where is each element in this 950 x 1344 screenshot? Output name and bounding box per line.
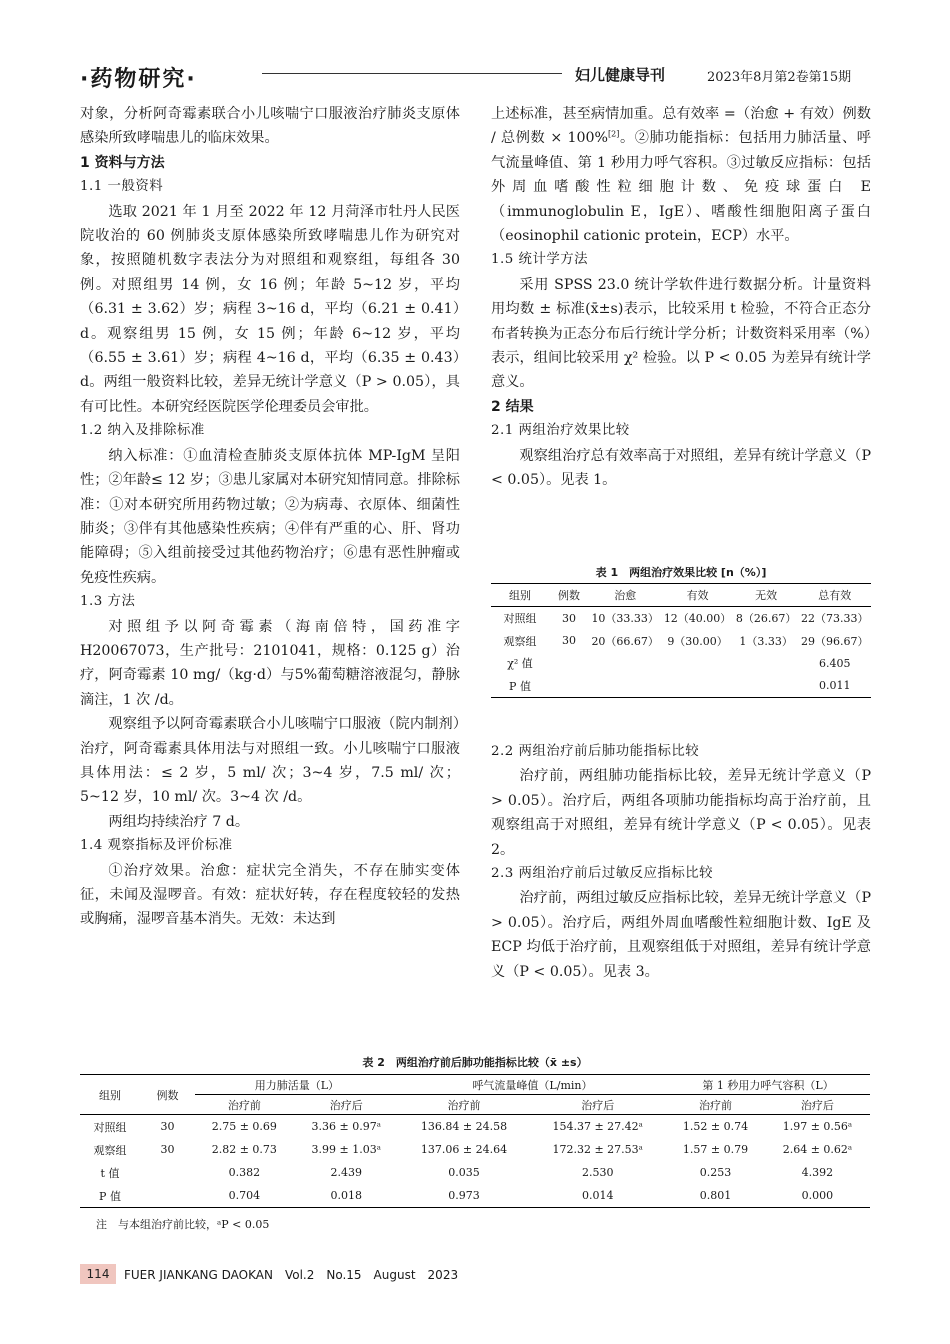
paragraph-result-2: 治疗前，两组肺功能指标比较，差异无统计学意义（P > 0.05）。治疗后，两组各项肺功能指标均高于治疗前，且观察组高于对照组，差异有统计学意义（P < 0.05）。见表 2。 [491,768,871,858]
heading-methods: 1 资料与方法 [80,154,165,171]
paragraph-stats: 采用 SPSS 23.0 统计学软件进行数据分析。计量资料用均数 ± 标准(x̄±s)表示，比较采用 t 检验，不符合正态分布者转换为正态分布后行统计学分析；计数资料采用率（%）表示，组间比较采用 χ² 检验。以 P < 0.05 为差异有统计学意义。 [491,276,871,391]
table2-caption: 表 2 两组治疗前后肺功能指标比较（x̄ ±s） [362,1056,588,1069]
table2-header-fev1: 第 1 秒用力呼气容积（L） [666,1075,870,1095]
table1-row: P 值 0.011 [491,675,871,698]
page-number: 114 [80,1264,116,1284]
intro-paragraph: 对象，分析阿奇霉素联合小儿咳喘宁口服液治疗肺炎支原体感染所致哮喘患儿的临床效果。 [80,106,460,147]
heading-general: 1.1 一般资料 [80,179,164,195]
table2-row: 对照组 30 2.75 ± 0.69 3.36 ± 0.97ᵃ 136.84 ± 24.58 154.37 ± 27.42ᵃ 1.52 ± 0.74 1.97 ± 0.56ᵃ [93,1120,853,1134]
table1-header: 例数 [549,584,589,607]
table2-subheader: 治疗前 [195,1095,294,1115]
table2-header-n: 例数 [140,1075,195,1115]
left-column [80,102,460,932]
table1-header: 无效 [734,584,799,607]
issue-info: 2023年8月第2卷第15期 [707,70,852,85]
table1-caption: 表 1 两组治疗效果比较 [n（%）] [595,566,767,579]
heading-stats: 1.5 统计学方法 [491,252,589,268]
heading-result-2: 2.2 两组治疗前后肺功能指标比较 [491,744,700,759]
table2 [80,1074,870,1208]
section-title: ·药物研究· [80,67,197,92]
paragraph-method-control: 对照组予以阿奇霉素（海南倍特，国药准字 H20067073，生产批号：2101041，规格：0.125 g）治疗，阿奇霉素 10 mg/（kg·d）与5%葡萄糖溶液混匀，静脉滴注，1 次 /d。 [80,618,460,708]
header-rule [262,73,562,74]
paragraph-indicators: ①治疗效果。治愈：症状完全消失，不存在肺实变体征，未闻及湿啰音。有效：症状好转，存在程度较轻的发热或胸痛，湿啰音基本消失。无效：未达到 [80,862,460,928]
table2-subheader: 治疗后 [529,1095,666,1115]
table2-note: 注 与本组治疗前比较，ᵃP < 0.05 [96,1218,270,1231]
table1 [491,583,871,698]
table2-header-group: 组别 [80,1075,140,1115]
paragraph-method-observation: 观察组予以阿奇霉素联合小儿咳喘宁口服液（院内制剂）治疗，阿奇霉素具体用法与对照组一致。小儿咳喘宁口服液具体用法：≤ 2 岁，5 ml/ 次；3~4 岁，7.5 ml/ 次；5~12 岁，10 ml/ 次。3~4 次 /d。 [80,716,460,806]
heading-method: 1.3 方法 [80,594,136,610]
table2-header-fvc: 用力肺活量（L） [195,1075,399,1095]
table2-row: t 值 0.382 2.439 0.035 2.530 0.253 4.392 [100,1166,834,1180]
paragraph-result-3: 治疗前，两组过敏反应指标比较，差异无统计学意义（P > 0.05）。治疗后，两组外周血嗜酸性粒细胞计数、IgE 及 ECP 均低于治疗前，且观察组低于对照组，差异有统计学意义（P < 0.05）。见表 3。 [491,890,871,980]
right-column [491,102,871,493]
heading-result-3: 2.3 两组治疗前后过敏反应指标比较 [491,866,714,882]
table1-row: 对照组 30 10（33.33） 12（40.00） 8（26.67） 22（73.33） [503,611,869,626]
paragraph-indicators-cont: 上述标准，甚至病情加重。总有效率 =（治愈 + 有效）例数 / 总例数 × 100%[2]。②肺功能指标：包括用力肺活量、呼气流量峰值、第 1 秒用力呼气容积。③过敏反应指标：包括外周血嗜酸性粒细胞计数、免疫球蛋白 E（immunoglobulin E，IgE）、嗜酸性细胞阳离子蛋白（eosinophil cationic protein，ECP）水平。 [491,106,871,245]
table2-header-pef: 呼气流量峰值（L/min） [399,1075,666,1095]
table2-subheader: 治疗前 [666,1095,765,1115]
table2-row: P 值 0.704 0.018 0.973 0.014 0.801 0.000 [80,1184,870,1208]
table1-header: 总有效 [799,584,871,607]
table1-header: 有效 [661,584,733,607]
footer-journal: FUER JIANKANG DAOKAN Vol.2 No.15 August 2023 [124,1268,459,1282]
heading-result-1: 2.1 两组治疗效果比较 [491,423,630,439]
table1-header: 组别 [491,584,549,607]
table2-row: 观察组 30 2.82 ± 0.73 3.99 ± 1.03ᵃ 137.06 ± 24.64 172.32 ± 27.53ᵃ 1.57 ± 0.79 2.64 ± 0.62ᵃ [93,1143,853,1157]
table2-subheader: 治疗后 [765,1095,870,1115]
heading-indicators: 1.4 观察指标及评价标准 [80,838,233,854]
citation-ref: [2] [608,129,620,139]
table1-header: 治愈 [589,584,661,607]
heading-criteria: 1.2 纳入及排除标准 [80,423,205,439]
journal-name: 妇儿健康导刊 [575,66,666,84]
table1-row: 观察组 30 20（66.67） 9（30.00） 1（3.33） 29（96.67） [503,634,869,648]
paragraph-result-1: 观察组治疗总有效率高于对照组，差异有统计学意义（P < 0.05）。见表 1。 [491,447,871,489]
paragraph-general: 选取 2021 年 1 月至 2022 年 12 月菏泽市牡丹人民医院收治的 60 例肺炎支原体感染所致哮喘患儿作为研究对象，按照随机数字表法分为对照组和观察组，每组各 30 例。对照组男 14 例，女 16 例；年龄 5~12 岁，平均（6.31 ± 3.62）岁；病程 3~16 d，平均（6.21 ± 0.41）d。观察组男 15 例，女 15 例；年龄 6~12 岁，平均（6.55 ± 3.61）岁；病程 4~16 d，平均（6.35 ± 0.43）d。两组一般资料比较，差异无统计学意义（P > 0.05），具有可比性。本研究经医院医学伦理委员会审批。 [80,203,460,415]
table2-subheader: 治疗后 [294,1095,399,1115]
table2-subheader: 治疗前 [399,1095,529,1115]
right-column-lower [491,740,871,984]
table1-row: χ² 值 6.405 [507,656,851,671]
heading-results: 2 结果 [491,398,534,415]
paragraph-method-duration: 两组均持续治疗 7 d。 [108,813,250,830]
paragraph-criteria: 纳入标准：①血清检查肺炎支原体抗体 MP-IgM 呈阳性；②年龄≤ 12 岁；③患儿家属对本研究知情同意。排除标准：①对本研究所用药物过敏；②为病毒、衣原体、细菌性肺炎；③伴有其他感染性疾病；④伴有严重的心、肝、肾功能障碍；⑤入组前接受过其他药物治疗；⑥患有恶性肿瘤或免疫性疾病。 [80,447,460,586]
